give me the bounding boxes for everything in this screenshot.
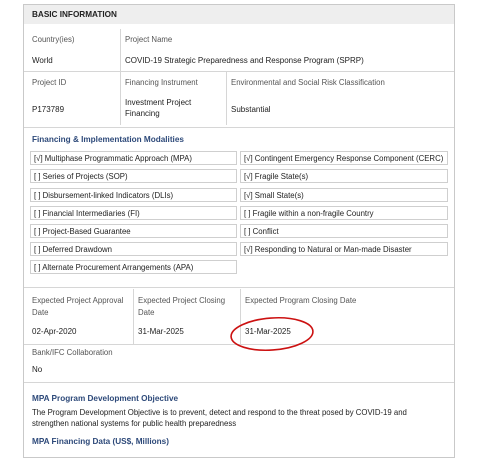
closing-date-label: Date [138,308,155,317]
modality-conflict: [ ] Conflict [240,224,448,238]
financing-data-title: MPA Financing Data (US$, Millions) [32,437,169,446]
modality-sop: [ ] Series of Projects (SOP) [30,169,237,183]
financing-instrument-value: Financing [125,109,160,118]
collaboration-label: Bank/IFC Collaboration [32,348,113,357]
env-risk-label: Environmental and Social Risk Classification [231,78,385,87]
pdo-title: MPA Program Development Objective [32,394,179,403]
closing-date-value: 31-Mar-2025 [138,327,184,336]
modality-dli: [ ] Disbursement-linked Indicators (DLIs) [30,188,237,202]
approval-date-label: Date [32,308,49,317]
modality-guarantee: [ ] Project-Based Guarantee [30,224,237,238]
divider [24,71,454,72]
program-closing-date-value: 31-Mar-2025 [245,327,291,336]
divider [240,289,241,344]
modalities-title: Financing & Implementation Modalities [32,135,184,144]
modality-deferred-drawdown: [ ] Deferred Drawdown [30,242,237,256]
divider [133,289,134,344]
divider [24,287,454,288]
project-id-label: Project ID [32,78,67,87]
financing-instrument-value: Investment Project [125,98,192,107]
approval-date-value: 02-Apr-2020 [32,327,77,336]
divider [24,382,454,383]
modality-fragile-state: [√] Fragile State(s) [240,169,448,183]
project-name-label: Project Name [125,35,173,44]
divider [226,71,227,125]
modality-mpa: [√] Multiphase Programmatic Approach (MPA) [30,151,237,165]
country-label: Country(ies) [32,35,75,44]
approval-date-label: Expected Project Approval [32,296,124,305]
program-closing-date-label: Expected Program Closing Date [245,296,357,305]
closing-date-label: Expected Project Closing [138,296,226,305]
pdo-text: The Program Development Objective is to prevent, detect and respond to the threat posed by COVID-19 and [32,408,407,417]
financing-instrument-label: Financing Instrument [125,78,198,87]
env-risk-value: Substantial [231,105,271,114]
modality-fi: [ ] Financial Intermediaries (FI) [30,206,237,220]
collaboration-value: No [32,365,43,374]
divider [120,29,121,125]
modality-small-state: [√] Small State(s) [240,188,448,202]
project-id-value: P173789 [32,105,65,114]
modality-fragile-nonfragile: [ ] Fragile within a non-fragile Country [240,206,448,220]
divider [24,127,454,128]
country-value: World [32,56,53,65]
basic-information-header: BASIC INFORMATION [24,5,454,24]
modality-apa: [ ] Alternate Procurement Arrangements (APA) [30,260,237,274]
modality-cerc: [√] Contingent Emergency Response Component (CERC) [240,151,448,165]
document-page [23,4,455,458]
project-name-value: COVID-19 Strategic Preparedness and Response Program (SPRP) [125,56,364,65]
pdo-text: strengthen national systems for public health preparedness [32,419,237,428]
modality-disaster: [√] Responding to Natural or Man-made Disaster [240,242,448,256]
divider [24,344,454,345]
